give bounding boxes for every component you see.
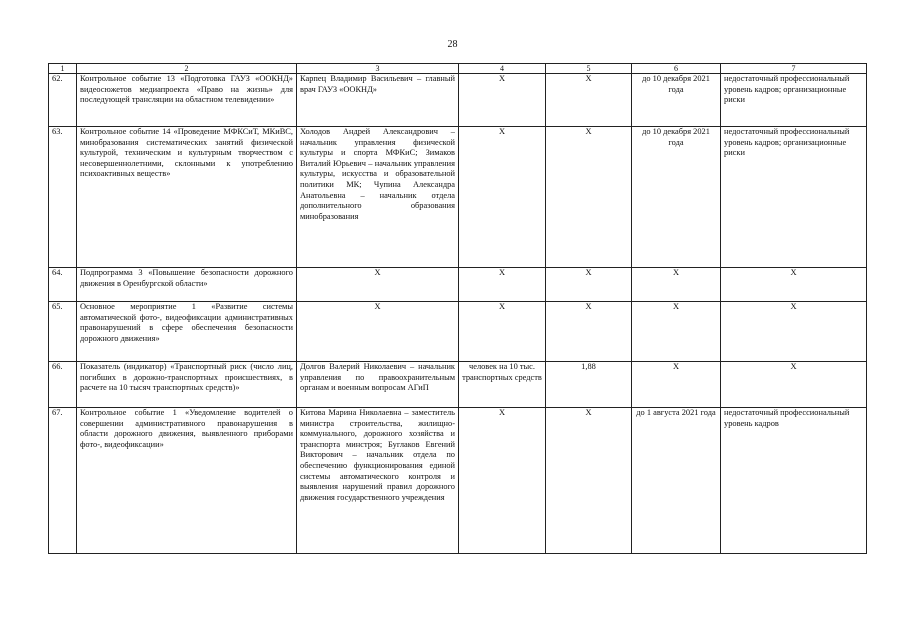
responsible-cell: Х	[297, 268, 459, 302]
column-header: 2	[77, 64, 297, 74]
responsible-cell: Холодов Андрей Александрович – начальник управления физической культуры и спорта МФКиС; Зимаков Виталий Юрьевич – начальник управления культуры, искусства и образовательной политики МК; Чупина Александра Анатольевна – начальник отдела дополнительного образования минобразования	[297, 127, 459, 268]
risks-cell: Х	[721, 302, 867, 362]
column-header: 5	[546, 64, 632, 74]
table-row	[49, 302, 867, 362]
responsible-cell: Карпец Владимир Васильевич – главный врач ГАУЗ «ООКНД»	[297, 74, 459, 127]
deadline-cell: до 1 августа 2021 года	[632, 408, 721, 554]
unit-cell: Х	[459, 74, 546, 127]
value-cell: Х	[546, 268, 632, 302]
deadline-cell: до 10 декабря 2021 года	[632, 127, 721, 268]
row-number: 66.	[49, 362, 77, 408]
page-number: 28	[447, 39, 458, 50]
risks-cell: Х	[721, 362, 867, 408]
column-header: 3	[297, 64, 459, 74]
row-number: 63.	[49, 127, 77, 268]
risks-cell: недостаточный профессиональный уровень кадров; организационные риски	[721, 74, 867, 127]
responsible-cell: Долгов Валерий Николаевич – начальник управления по правоохранительным органам и военным вопросам АГиП	[297, 362, 459, 408]
deadline-cell: до 10 декабря 2021 года	[632, 74, 721, 127]
unit-cell: Х	[459, 302, 546, 362]
risks-cell: Х	[721, 268, 867, 302]
column-header: 1	[49, 64, 77, 74]
deadline-cell: Х	[632, 268, 721, 302]
event-cell: Контрольное событие 1 «Уведомление водителей о совершении административного правонарушения в области дорожного движения, выявленного приборами фото-, видеофиксации»	[77, 408, 297, 554]
column-header: 4	[459, 64, 546, 74]
responsible-cell: Х	[297, 302, 459, 362]
value-cell: Х	[546, 408, 632, 554]
risks-cell: недостаточный профессиональный уровень кадров; организационные риски	[721, 127, 867, 268]
table-row	[49, 127, 867, 268]
event-cell: Основное мероприятие 1 «Развитие системы автоматической фото-, видеофиксации административных правонарушений в сфере обеспечения безопасности дорожного движения»	[77, 302, 297, 362]
table-row	[49, 268, 867, 302]
table-row	[49, 74, 867, 127]
risks-cell: недостаточный профессиональный уровень кадров	[721, 408, 867, 554]
row-number: 62.	[49, 74, 77, 127]
column-header: 6	[632, 64, 721, 74]
value-cell: Х	[546, 302, 632, 362]
unit-cell: Х	[459, 408, 546, 554]
event-cell: Контрольное событие 14 «Проведение МФКСиТ, МКиВС, минобразования систематических занятий физической культурой, техническим и культурным творчеством с несовершеннолетними, склонными к употреблению психоактивных веществ»	[77, 127, 297, 268]
responsible-cell: Китова Марина Николаевна – заместитель министра строительства, жилищно-коммунального, дорожного хозяйства и транспорта минстроя; Буглаков Евгений Викторович – начальник отдела по обеспечению функционирования единой системы автоматического контроля и выявления нарушений правил дорожного движения государственного учреждения	[297, 408, 459, 554]
column-number-row	[49, 64, 867, 74]
row-number: 67.	[49, 408, 77, 554]
plan-table	[48, 63, 867, 554]
value-cell: Х	[546, 74, 632, 127]
table-row	[49, 408, 867, 554]
event-cell: Показатель (индикатор) «Транспортный риск (число лиц, погибших в дорожно-транспортных происшествиях, в расчете на 10 тысяч транспортных средств)»	[77, 362, 297, 408]
unit-cell: Х	[459, 127, 546, 268]
deadline-cell: Х	[632, 302, 721, 362]
unit-cell: человек на 10 тыс. транспортных средств	[459, 362, 546, 408]
value-cell: Х	[546, 127, 632, 268]
column-header: 7	[721, 64, 867, 74]
event-cell: Подпрограмма 3 «Повышение безопасности дорожного движения в Оренбургской области»	[77, 268, 297, 302]
deadline-cell: Х	[632, 362, 721, 408]
value-cell: 1,88	[546, 362, 632, 408]
unit-cell: Х	[459, 268, 546, 302]
row-number: 64.	[49, 268, 77, 302]
table-row	[49, 362, 867, 408]
event-cell: Контрольное событие 13 «Подготовка ГАУЗ «ООКНД» видеосюжетов медиапроекта «Право на жизнь» для последующей трансляции на областном телевидении»	[77, 74, 297, 127]
row-number: 65.	[49, 302, 77, 362]
